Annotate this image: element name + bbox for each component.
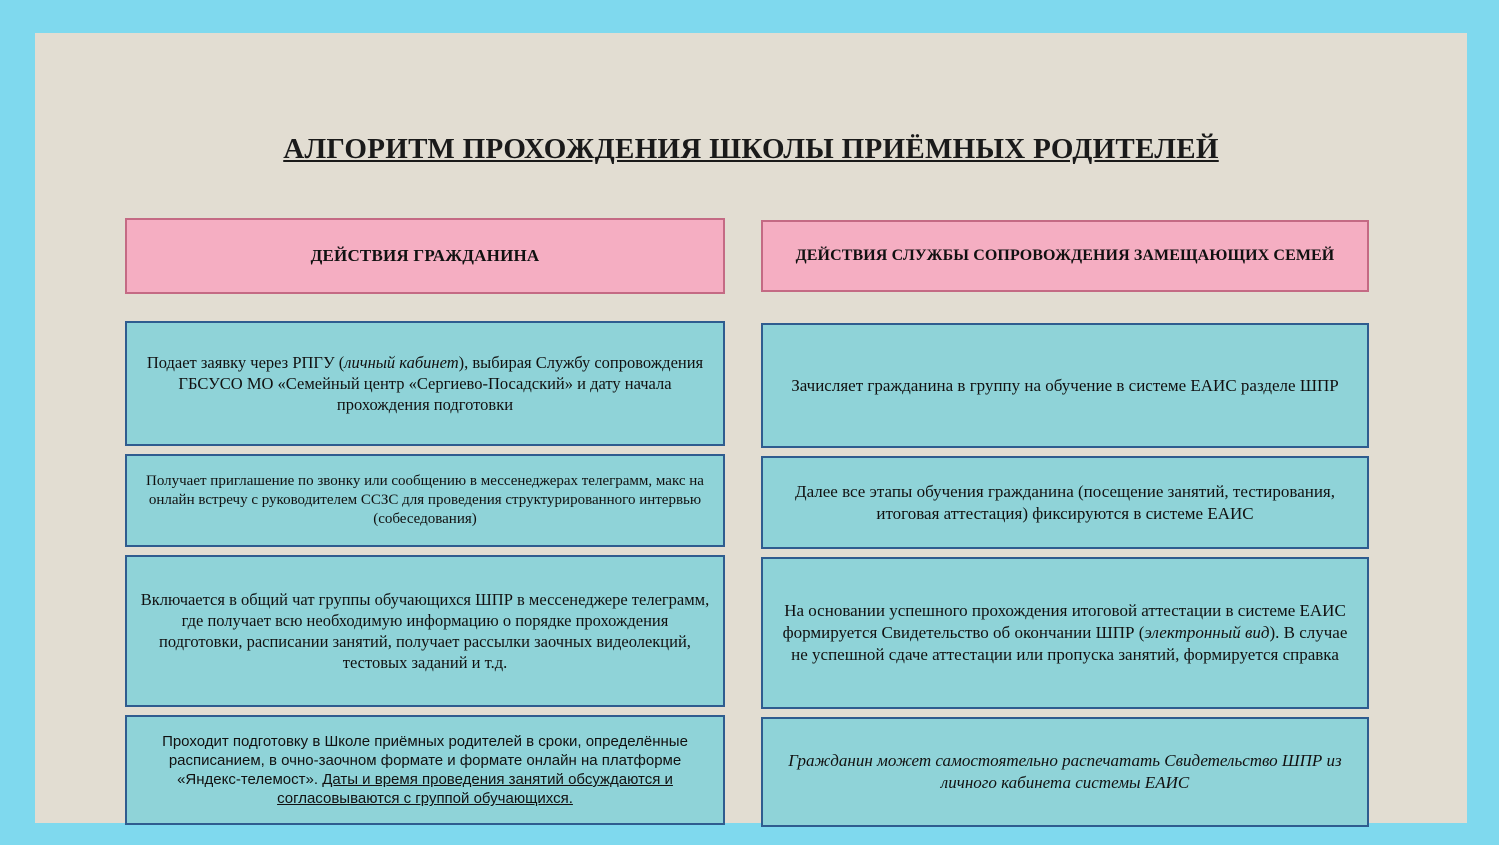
step-left-1-text: Подает заявку через РПГУ (личный кабинет), выбирая Службу сопровождения ГБСУСО МО «Семейный центр «Сергиево-Посадский» и дату начала прохождения подготовки bbox=[146, 352, 704, 415]
step-left-2 bbox=[125, 454, 725, 547]
flow-columns bbox=[35, 218, 1467, 835]
column-citizen-actions bbox=[125, 218, 725, 835]
step-right-4-text: Гражданин может самостоятельно распечатать Свидетельство ШПР из личного кабинета системы ЕАИС bbox=[788, 751, 1342, 792]
step-right-3-text: На основании успешного прохождения итоговой аттестации в системе ЕАИС формируется Свидетельство об окончании ШПР (электронный вид). В случае не успешной сдаче аттестации или пропуска занятий, формируется справка bbox=[782, 601, 1348, 664]
column-service-actions bbox=[761, 218, 1369, 835]
step-left-4 bbox=[125, 715, 725, 825]
page-title-text: АЛГОРИТМ ПРОХОЖДЕНИЯ ШКОЛЫ ПРИЁМНЫХ РОДИТЕЛЕЙ bbox=[283, 133, 1219, 165]
step-right-1-text: Зачисляет гражданина в группу на обучение в системе ЕАИС разделе ШПР bbox=[791, 375, 1339, 395]
step-right-2 bbox=[761, 456, 1369, 549]
step-left-4-text: Проходит подготовку в Школе приёмных родителей в сроки, определённые расписанием, в очно-заочном формате и формате онлайн на платформе «Яндекс-телемост». Даты и время проведения занятий обсуждаются и согласовываются с группой обучающихся. bbox=[162, 732, 688, 808]
step-left-3 bbox=[125, 555, 725, 707]
slide-canvas bbox=[35, 33, 1467, 823]
step-left-1 bbox=[125, 321, 725, 446]
column-header-service: ДЕЙСТВИЯ СЛУЖБЫ СОПРОВОЖДЕНИЯ ЗАМЕЩАЮЩИХ СЕМЕЙ bbox=[761, 220, 1369, 292]
step-right-1 bbox=[761, 323, 1369, 448]
step-right-4 bbox=[761, 717, 1369, 827]
step-left-3-text: Включается в общий чат группы обучающихся ШПР в мессенеджере телеграмм, где получает всю необходимую информацию о порядке прохождения подготовки, расписании занятий, получает рассылки заочных видеолекций, тестовых заданий и т.д. bbox=[140, 589, 710, 673]
column-header-citizen: ДЕЙСТВИЯ ГРАЖДАНИНА bbox=[125, 218, 725, 294]
page-title bbox=[35, 133, 1467, 166]
step-right-2-text: Далее все этапы обучения гражданина (посещение занятий, тестирования, итоговая аттестация) фиксируются в системе ЕАИС bbox=[794, 481, 1335, 523]
step-left-2-text: Получает приглашение по звонку или сообщению в мессенеджерах телеграмм, макс на онлайн встречу с руководителем ССЗС для проведения структурированного интервью (собеседования) bbox=[146, 472, 704, 528]
step-right-3 bbox=[761, 557, 1369, 709]
